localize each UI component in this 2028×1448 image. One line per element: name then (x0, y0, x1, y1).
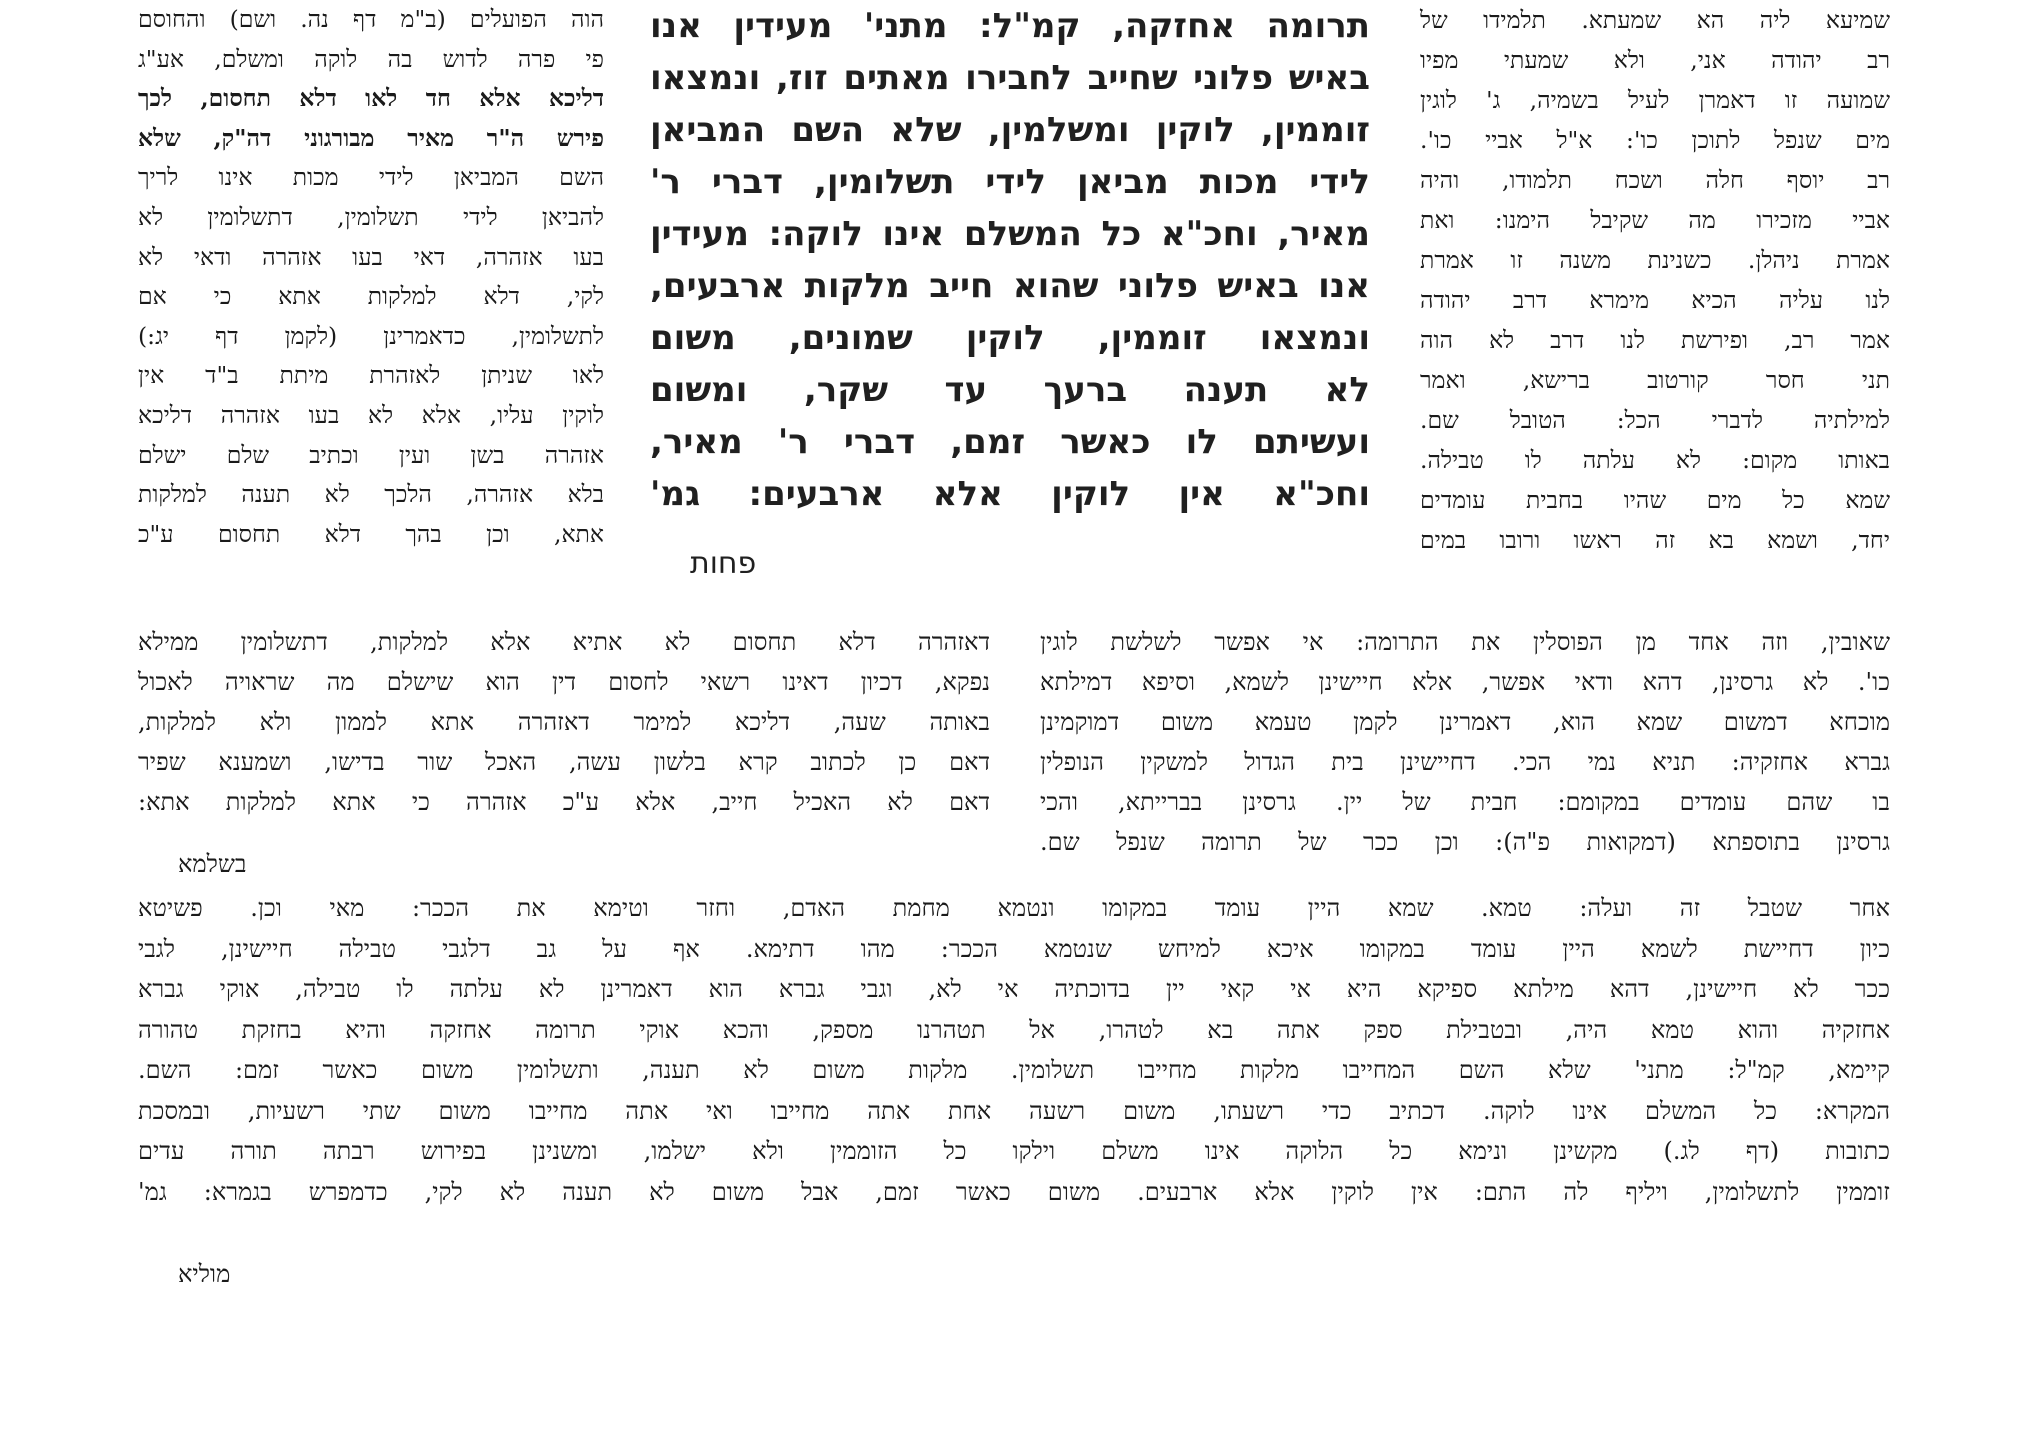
midright-line-5: בו שהם עומדים במקומם: חבית של יין. גרסינן בברייתא, והכי (1040, 788, 1890, 816)
right-line-14: יחד, ושמא בא זה ראשו ורובו במים (1420, 526, 1890, 554)
right-commentary-column (1420, 0, 1890, 560)
midleft-line-4: דאם כן לכתוב קרא בלשון עשה, האכל שור בדישו, ושמענא שפיר (138, 748, 990, 776)
midright-line-3: מוכחא דמשום שמא הוא, דאמרינן לקמן טעמא משום דמוקמינן (1040, 708, 1890, 736)
left-line-4: פירש ה"ר מאיר מבורגוני דה"ק, שלא (138, 123, 604, 152)
right-line-5: רב יוסף חלה ושכח תלמודו, והיה (1420, 166, 1890, 194)
right-line-13: שמא כל מים שהיו בחבית עומדים (1420, 486, 1890, 514)
mishnah-line-6: אנו באיש פלוני שהוא חייב מלקות ארבעים, (650, 266, 1370, 306)
bottom-line-4: אחזקיה והוא טמא היה, ובטבילת ספק אתה בא לטהרו, אל תטהרנו מספק, והכא אוקי תרומה אחזקה והיא בחזקת טהורה (138, 1015, 1890, 1044)
bottom-line-8: זוממין לתשלומין, ויליף לה התם: אין לוקין אלא ארבעים. משום כאשר זמם, אבל משום לא תענה לא לקי, כדמפרש בגמרא: גמ' (138, 1177, 1890, 1206)
bottom-catchword: מוליא (178, 1260, 231, 1288)
right-line-6: אביי מזכירו מה שקיבל הימנו: ואת (1420, 206, 1890, 234)
left-line-14: אתא, וכן בהך דלא תחסום ע"כ (138, 519, 604, 548)
right-line-3: שמועה זו דאמרן לעיל בשמיה, ג' לוגין (1420, 86, 1890, 114)
bottom-line-5: קיימא, קמ"ל: מתני' שלא השם המחייבו מלקות מחייבו תשלומין. מלקות משום לא תענה, ותשלומין משום כאשר זמם: השם. (138, 1056, 1890, 1084)
left-line-7: בעו אזהרה, דאי בעו אזהרה ודאי לא (138, 242, 604, 271)
midleft-line-1: דאזהרה דלא תחסום לא אתיא אלא למלקות, דתשלומין ממילא (138, 628, 990, 656)
right-line-2: רב יהודה אני, ולא שמעתי מפיו (1420, 46, 1890, 74)
mishnah-line-3: זוממין, לוקין ומשלמין, שלא השם המביאן (650, 110, 1370, 150)
mishnah-line-5: מאיר, וחכ"א כל המשלם אינו לוקה: מעידין (650, 214, 1370, 254)
left-line-9: לתשלומין, כדאמרינן (לקמן דף יג:) (138, 321, 604, 350)
midright-line-4: גברא אחזקיה: תניא נמי הכי. דחיישינן בית הגדול למשקין הנופלין (1040, 748, 1890, 776)
midright-line-1: שאובין, וזה אחד מן הפוסלין את התרומה: אי אפשר לשלשת לוגין (1040, 628, 1890, 656)
left-line-8: לקי, דלא למלקות אתא כי אם (138, 282, 604, 311)
mishnah-line-7: ונמצאו זוממין, לוקין שמונים, משום (650, 318, 1370, 358)
left-line-13: בלא אזהרה, הלכך לא תענה למלקות (138, 480, 604, 509)
bottom-commentary (138, 888, 1890, 1212)
mishnah-line-4: לידי מכות מביאן לידי תשלומין, דברי ר' (650, 162, 1370, 202)
mishnah-line-9: ועשיתם לו כאשר זמם, דברי ר' מאיר, (650, 422, 1370, 462)
right-line-1: שמיעא ליה הא שמעתא. תלמידו של (1420, 6, 1890, 34)
bottom-line-3: ככר לא חיישינן, דהא מילתא ספיקא היא אי קאי יין בדוכתיה אי לא, וגבי גברא הוא דאמרינן לא עלתה לו טבילה, אוקי גברא (138, 975, 1890, 1003)
midright-line-6: גרסינן בתוספתא (דמקואות פ"ה): וכן ככר של תרומה שנפל שם. (1040, 828, 1890, 856)
left-line-10: לאו שניתן לאזהרת מיתת ב"ד אין (138, 361, 604, 390)
bottom-line-2: כיון דחיישת לשמא היין עומד במקומו איכא למיחש שנטמא הככר: מהו דתימא. אף על גב דלגבי טבילה חיישינן, לגבי (138, 934, 1890, 963)
left-line-11: לוקין עליו, אלא לא בעו אזהרה דליכא (138, 400, 604, 429)
midleft-line-5: דאם לא האכיל חייב, אלא ע"כ אזהרה כי אתא למלקות אתא: (138, 788, 990, 816)
center-mishnah-column (650, 0, 1370, 581)
left-line-2: פי פרה לדוש בה לוקה ומשלם, אע"ג (138, 44, 604, 73)
mishnah-line-1: תרומה אחזקה, קמ"ל: מתני' מעידין אנו (650, 6, 1370, 46)
midleft-line-3: באותה שעה, דליכא למימר דאזהרה אתא לממון ולא למלקות, (138, 708, 990, 736)
right-line-7: אמרת ניהלן. כשנינת משנה זו אמרת (1420, 246, 1890, 274)
middle-right-commentary (1040, 622, 1890, 862)
bottom-line-6: המקרא: כל המשלם אינו לוקה. דכתיב כדי רשעתו, משום רשעה אחת אתה מחייבו ואי אתה מחייבו משום שתי רשעיות, ובמסכת (138, 1096, 1890, 1125)
right-line-8: לנו עליה הכיא מימרא דרב יהודה (1420, 286, 1890, 314)
right-line-4: מים שנפל לתוכן כו': א"ל אביי כו'. (1420, 126, 1890, 154)
bottom-line-1: אחר שטבל זה ועלה: טמא. שמא היין עומד במקומו ונטמא מחמת האדם, וחזר וטימא את הככר: מאי וכן. פשיטא (138, 894, 1890, 922)
mishnah-line-10: וחכ"א אין לוקין אלא ארבעים: גמ' (650, 474, 1370, 514)
middle-left-commentary (138, 622, 990, 822)
mishnah-line-2: באיש פלוני שחייב לחבירו מאתים זוז, ונמצאו (650, 58, 1370, 98)
right-line-10: תני חסר קורטוב ברישא, ואמר (1420, 366, 1890, 394)
right-line-11: למילתיה לדברי הכל: הטובל שם. (1420, 406, 1890, 434)
midright-line-2: כו'. לא גרסינן, דהא ודאי אפשר, אלא חיישינן לשמא, וסיפא דמילתא (1040, 668, 1890, 696)
middle-left-catchword: בשלמא (178, 850, 247, 878)
left-line-6: להביאן לידי תשלומין, דתשלומין לא (138, 202, 604, 231)
right-line-12: באותו מקום: לא עלתה לו טבילה. (1420, 446, 1890, 474)
left-commentary-column (138, 0, 604, 554)
left-line-1: הוה הפועלים (ב"מ דף נה. ושם) והחוסם (138, 5, 604, 33)
midleft-line-2: נפקא, דכיון דאינו רשאי לחסום דין הוא שישלם מה שראויה לאכול (138, 668, 990, 696)
left-line-3: דליכא אלא חד לאו דלא תחסום, לכך (138, 84, 604, 113)
left-line-12: אזהרה בשן ועין וכתיב שלם ישלם (138, 440, 604, 469)
left-line-5: השם המביאן לידי מכות אינו לריך (138, 163, 604, 192)
mishnah-line-8: לא תענה ברעך עד שקר, ומשום (650, 370, 1370, 410)
mishnah-catchword: פחות (690, 546, 757, 581)
right-line-9: אמר רב, ופירשת לנו דרב לא הוה (1420, 326, 1890, 354)
bottom-line-7: כתובות (דף לג.) מקשינן ונימא כל הלוקה אינו משלם וילקו כל הזוממין ולא ישלמו, ומשנינן בפירוש רבתה תורה עדים (138, 1137, 1891, 1165)
